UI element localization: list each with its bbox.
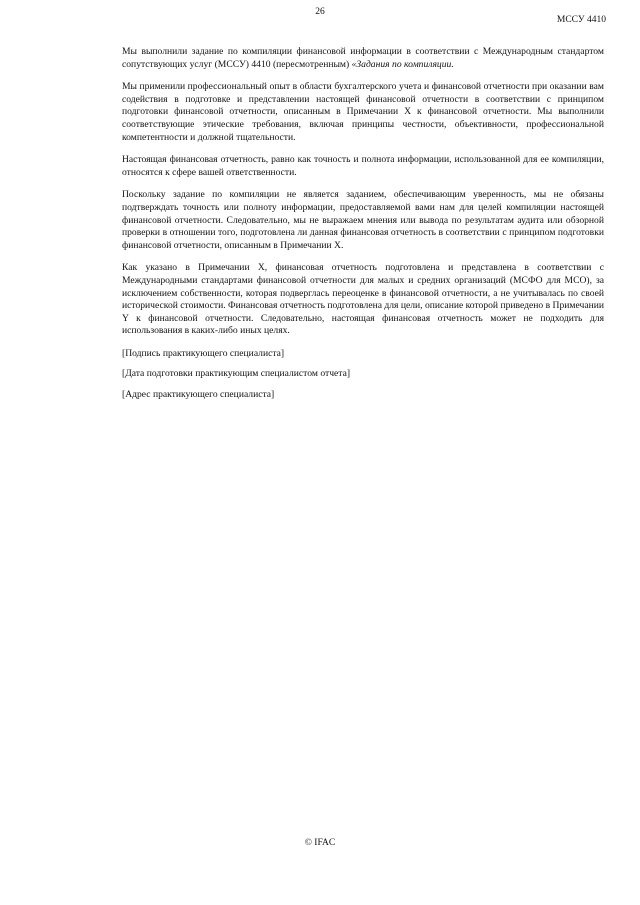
document-code: МССУ 4410	[556, 15, 606, 25]
paragraph-no-assurance: Поскольку задание по компиляции не является заданием, обеспечивающим уверенность, мы не обязаны подтверждать точность или полноту информации, предоставляемой вами нам для целей компиляции настоящей финансовой отчетности. Следовательно, мы не выражаем мнения или вывода по результатам аудита или обзорной проверки в отношении того, подготовлена ли данная финансовая отчетность в соответствии с принципом подготовки финансовой отчетности, описанным в Примечании X.	[122, 189, 604, 251]
signature-placeholder: [Подпись практикующего специалиста]	[122, 347, 285, 359]
document-body	[122, 46, 604, 410]
paragraph-engagement	[122, 46, 604, 71]
paragraph-responsibility: Настоящая финансовая отчетность, равно как точность и полнота информации, использованной для ее компиляции, относятся к сфере вашей ответственности.	[122, 154, 604, 178]
paragraph-engagement-text: Мы выполнили задание по компиляции финансовой информации в соответствии с Международным стандартом сопутствующих услуг (МССУ) 4410 (пересмотренным)	[122, 46, 604, 70]
address-placeholder: [Адрес практикующего специалиста]	[122, 389, 275, 401]
copyright-footer: © IFAC	[304, 838, 336, 848]
paragraph-basis-of-preparation: Как указано в Примечании X, финансовая отчетность подготовлена и представлена в соответствии с Международными стандартами финансовой отчетности для малых и средних организаций (МСФО для МСО), за исключением собственности, которая подверглась переоценке в финансовой отчетности, а не учитывалась по своей исторической стоимости. Финансовая отчетность подготовлена для цели, описание которой приведено в Примечании Y к финансовой отчетности. Следовательно, настоящая финансовая отчетность может не подходить для использования в каких-либо иных целях.	[122, 262, 604, 337]
paragraph-expertise: Мы применили профессиональный опыт в области бухгалтерского учета и финансовой отчетности при оказании вам содействия в подготовке и представлении настоящей финансовой отчетности в соответствии с принципом подготовки финансовой отчетности, описанным в Примечании X к финансовой отчетности. Мы выполнили соответствующие этические требования, включая принципы честности, объективности, профессиональной компетентности и должной тщательности.	[122, 81, 604, 143]
standard-title-italic: «Задания по компиляции.	[351, 58, 454, 70]
page-number: 26	[315, 7, 325, 17]
date-placeholder: [Дата подготовки практикующим специалистом отчета]	[122, 368, 351, 380]
